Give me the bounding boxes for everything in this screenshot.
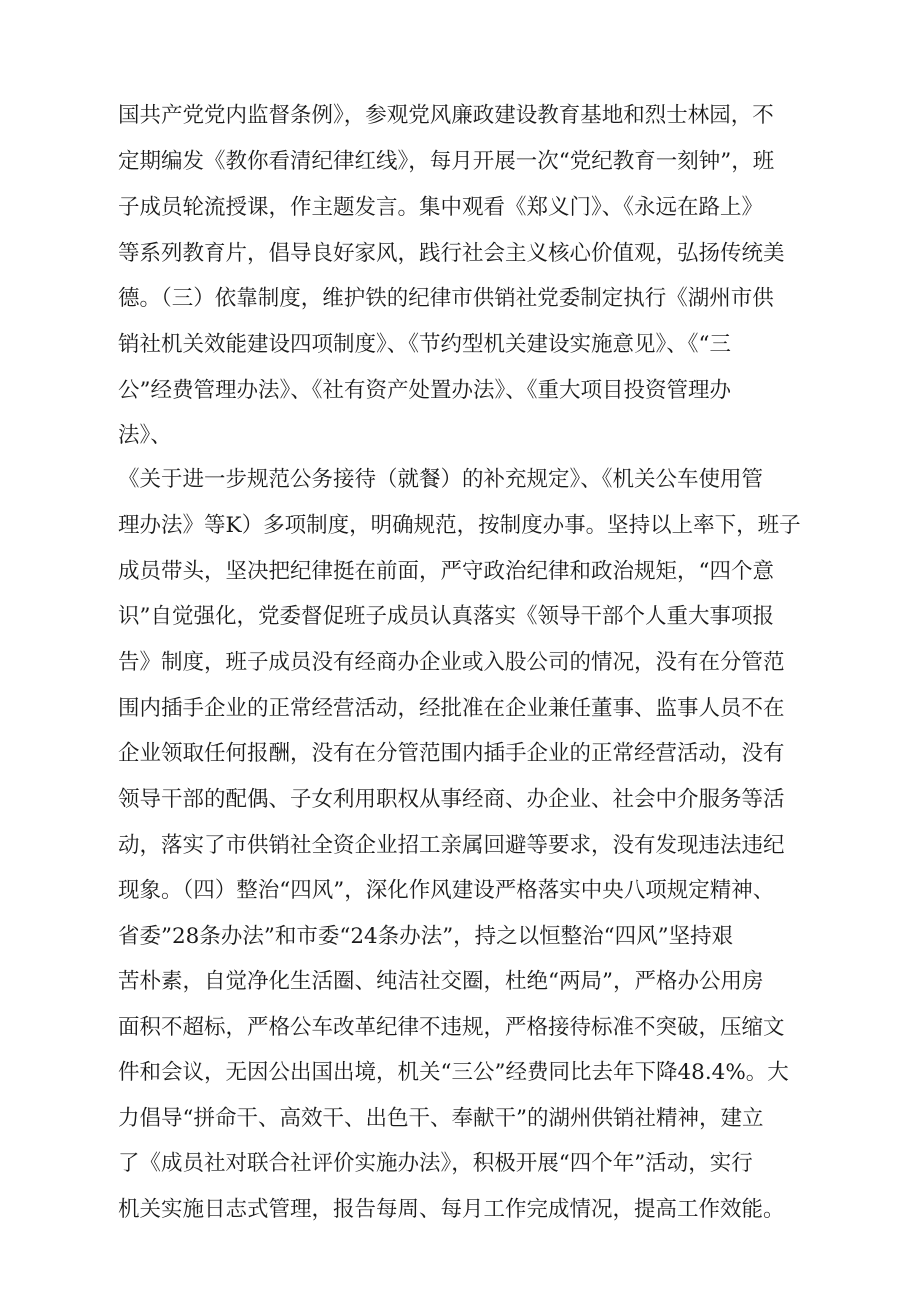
text-line: 公”经费管理办法》、《社有资产处置办法》、《重大项目投资管理办 (118, 378, 731, 403)
text-line: 企业领取任何报酬，没有在分管范围内插手企业的正常经营活动，没有 (118, 741, 785, 766)
text-line: 告》制度，班子成员没有经商办企业或入股公司的情况，没有在分管范 (118, 650, 785, 675)
text-line: 定期编发《教你看清纪律红线》，每月开展一次“党纪教育一刻钟”，班 (118, 149, 775, 174)
text-line: 国共产党党内监督条例》，参观党风廉政建设教育基地和烈士林园，不 (118, 103, 774, 128)
text-line: 销社机关效能建设四项制度》、《节约型机关建设实施意见》、《“三 (118, 332, 731, 357)
text-line: 成员带头，坚决把纪律挺在前面，严守政治纪律和政治规矩，“四个意 (118, 559, 774, 584)
text-line: 件和会议，无因公出国出境，机关“三公”经费同比去年下降48.4%。大 (118, 1060, 789, 1085)
text-line: 省委”28条办法”和市委“24条办法”，持之以恒整治“四风”坚持艰 (118, 924, 734, 949)
text-line: 《关于进一步规范公务接待（就餐）的补充规定》、《机关公车使用管 (118, 467, 764, 492)
text-line: 法》、 (118, 423, 172, 448)
text-line: 围内插手企业的正常经营活动，经批准在企业兼任董事、监事人员不在 (118, 696, 785, 721)
text-line: 力倡导“拼命干、高效干、出色干、奉献干”的湖州供销社精神，建立 (118, 1106, 764, 1131)
text-line: 德。（三）依靠制度，维护铁的纪律市供销社党委制定执行《湖州市供 (118, 286, 774, 311)
text-line: 动，落实了市供销社全资企业招工亲属回避等要求，没有发现违法违纪 (118, 833, 785, 858)
text-line: 面积不超标，严格公车改革纪律不违规，严格接待标准不突破，压缩文 (118, 1015, 785, 1040)
text-line: 理办法》等K）多项制度，明确规范，按制度办事。坚持以上率下，班子 (118, 513, 801, 538)
text-line: 机关实施日志式管理，报告每周、每月工作完成情况，提高工作效能。 (118, 1197, 785, 1222)
text-line: 现象。（四）整治“四风”，深化作风建设严格落实中央八项规定精神、 (118, 878, 775, 903)
text-line: 等系列教育片，倡导良好家风，践行社会主义核心价值观，弘扬传统美 (118, 241, 785, 266)
text-line: 识”自觉强化，党委督促班子成员认真落实《领导干部个人重大事项报 (118, 604, 774, 629)
text-line: 领导干部的配偶、子女利用职权从事经商、办企业、社会中介服务等活 (118, 787, 785, 812)
text-line: 苦朴素，自觉净化生活圈、纯洁社交圈，杜绝“两局”，严格办公用房 (118, 969, 764, 994)
text-line: 子成员轮流授课，作主题发言。集中观看《郑义门》、《永远在路上》 (118, 195, 764, 220)
text-line: 了《成员社对联合社评价实施办法》，积极开展“四个年”活动，实行 (118, 1151, 753, 1176)
